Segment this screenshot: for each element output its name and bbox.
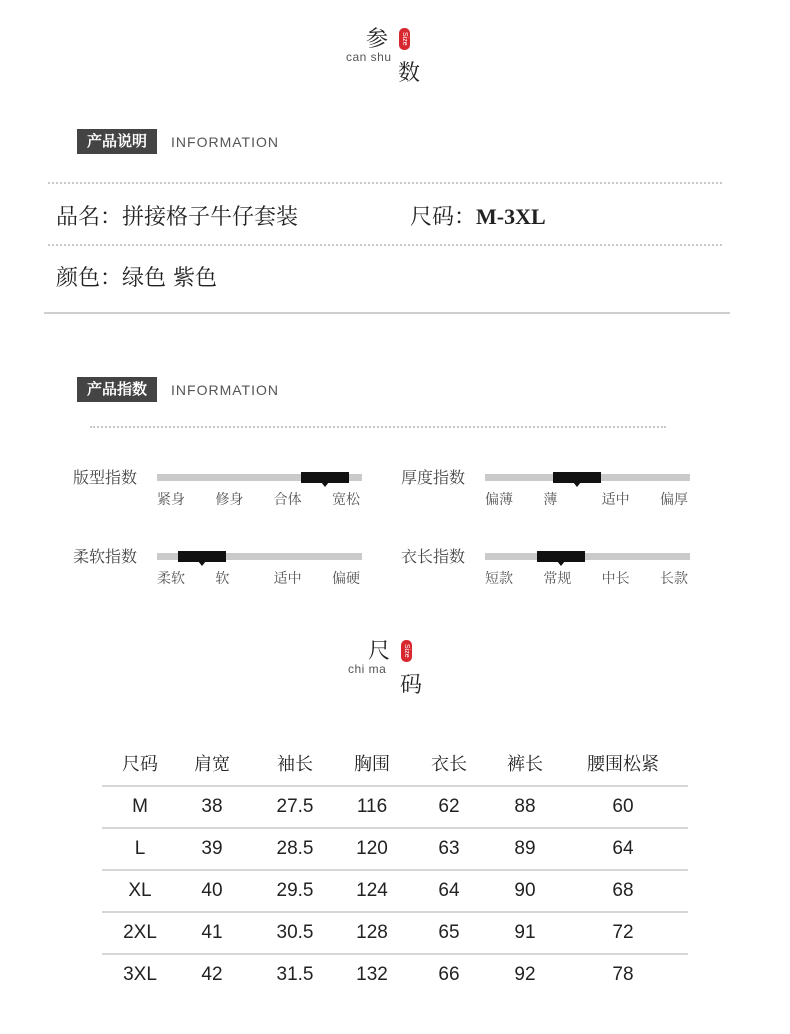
indicator-title: 版型指数 [73,468,138,487]
table-header-cell: 腰围松紧 [587,754,659,775]
table-cell: 40 [201,880,223,901]
table-header-cell: 袖长 [277,754,313,775]
params-heading-char2: 数 [398,61,421,86]
table-cell: 72 [612,922,634,943]
index-section-label [77,377,279,402]
product-size-value: M-3XL [476,204,546,229]
table-cell: 90 [514,880,536,901]
table-header-cell: 肩宽 [194,754,230,775]
indicator-scale-label: 紧身 [157,492,185,508]
table-cell: 64 [438,880,460,901]
product-name [56,200,298,231]
table-cell: 28.5 [276,838,314,859]
indicator-title: 衣长指数 [401,547,466,566]
product-size-label: 尺码： [410,205,477,230]
indicator-title: 柔软指数 [73,547,138,566]
indicator-scale-label: 常规 [543,571,572,587]
table-header-cell: 裤长 [507,754,543,775]
indicator-scale-label: 合体 [273,492,302,508]
table-cell: 78 [612,964,634,985]
indicator-scale-label: 柔软 [157,571,185,587]
table-row [102,829,688,871]
table-cell: M [132,796,148,817]
size-heading-char2: 码 [400,673,423,698]
indicator-scale-label: 偏薄 [485,492,513,508]
table-cell: 3XL [123,964,157,985]
table-cell: 128 [356,922,388,943]
indicator [73,544,373,594]
table-cell: 91 [514,922,536,943]
indicator-scale-label: 偏厚 [660,492,688,508]
indicator-scale-label: 适中 [601,492,630,508]
table-row [102,955,688,995]
table-cell: 42 [201,964,223,985]
table-header-row [102,745,688,787]
indicator-pointer [557,561,565,566]
indicator-title: 厚度指数 [401,468,466,487]
indicator-scale-label: 长款 [660,571,688,587]
indicator-pointer [321,482,329,487]
indicator [73,465,373,515]
table-cell: 92 [514,964,536,985]
indicator-scale-label: 短款 [485,571,513,587]
indicator-track [485,553,690,560]
divider [48,244,722,246]
product-color [56,261,217,292]
params-seal: Size [399,28,410,50]
table-cell: 88 [514,796,536,817]
table-cell: 89 [514,838,536,859]
indicator-scale-label: 薄 [543,492,558,508]
table-cell: L [134,838,146,859]
table-row [102,787,688,829]
table-header-cell: 胸围 [354,754,390,775]
product-color-label: 颜色： [56,266,123,291]
table-row [102,913,688,955]
indicator-pointer [573,482,581,487]
table-cell: 132 [356,964,388,985]
indicator-scale-label: 修身 [215,492,244,508]
table-row [102,871,688,913]
table-cell: 64 [612,838,634,859]
indicator [401,544,701,594]
table-cell: XL [128,880,152,901]
table-cell: 65 [438,922,460,943]
indicator-scale-label: 偏硬 [332,571,360,587]
indicator-scale-label: 软 [215,571,230,587]
product-name-value: 拼接格子牛仔套装 [122,205,299,230]
divider [48,182,722,184]
indicator-pointer [198,561,206,566]
params-heading-pinyin: can shu [346,50,392,64]
size-heading-pinyin: chi ma [348,662,387,676]
table-cell: 38 [201,796,223,817]
table-cell: 2XL [123,922,157,943]
section-divider [44,312,730,314]
table-cell: 31.5 [276,964,314,985]
indicator [401,465,701,515]
params-heading [346,22,466,92]
size-heading-char1: 尺 [368,639,391,664]
index-section-tag: 产品指数 [77,377,157,402]
product-color-value: 绿色 紫色 [122,266,218,291]
table-cell: 66 [438,964,460,985]
indicator-scale-label: 适中 [273,571,302,587]
size-table [102,745,688,995]
table-cell: 63 [438,838,460,859]
info-section-en: INFORMATION [171,133,279,150]
info-section-tag: 产品说明 [77,129,157,154]
index-section-en: INFORMATION [171,381,279,398]
table-cell: 68 [612,880,634,901]
indicator-scale-label: 宽松 [332,492,360,508]
table-cell: 124 [356,880,388,901]
size-seal: Size [401,640,412,662]
info-section-label [77,129,279,154]
table-cell: 62 [438,796,460,817]
table-header-cell: 衣长 [431,754,467,775]
product-size [410,200,546,231]
table-cell: 29.5 [276,880,314,901]
table-cell: 27.5 [276,796,314,817]
table-cell: 39 [201,838,223,859]
params-heading-char1: 参 [366,27,389,52]
indicator-scale-label: 中长 [601,571,630,587]
table-header-cell: 尺码 [122,754,158,775]
table-cell: 30.5 [276,922,314,943]
divider [90,426,666,428]
table-cell: 41 [201,922,223,943]
table-cell: 120 [356,838,388,859]
size-heading [348,634,468,704]
table-cell: 60 [612,796,634,817]
table-cell: 116 [356,796,388,817]
product-name-label: 品名： [56,205,123,230]
